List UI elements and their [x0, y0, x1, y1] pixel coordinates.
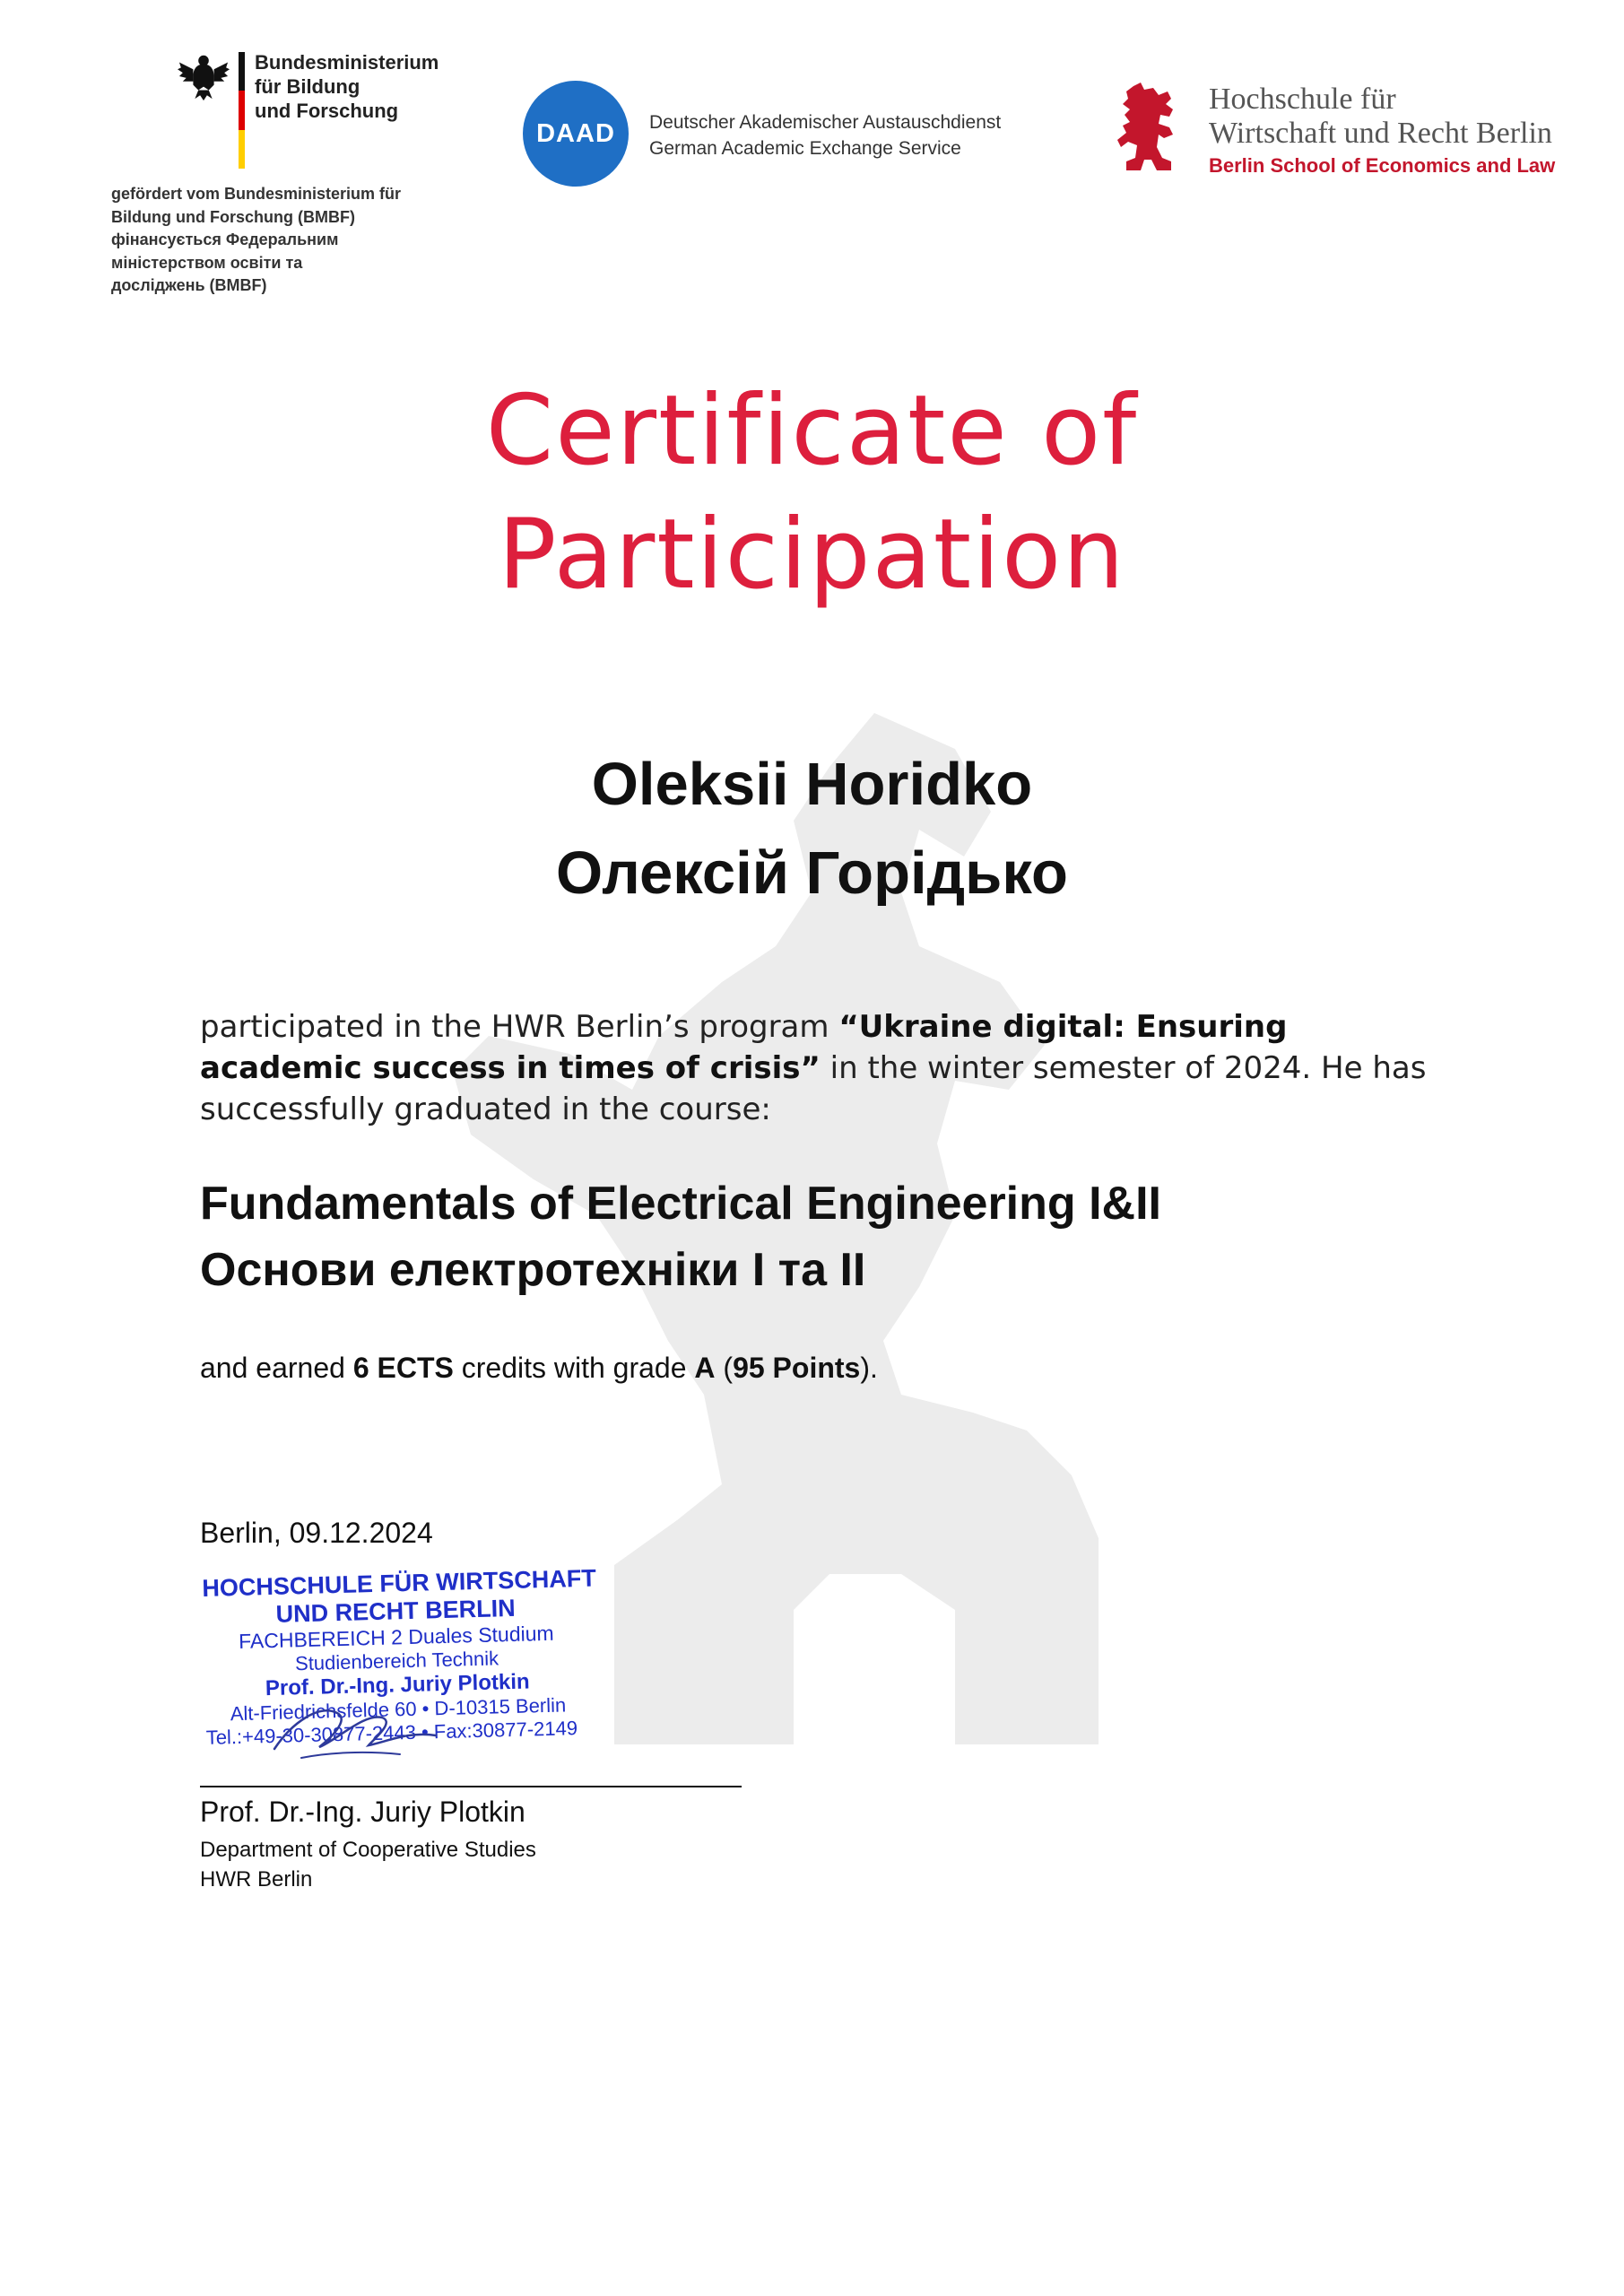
- signature-line: [200, 1786, 742, 1787]
- daad-circle-icon: DAAD: [523, 81, 629, 187]
- place-date: Berlin, 09.12.2024: [200, 1517, 433, 1549]
- course-title-en: Fundamentals of Electrical Engineering I&II: [200, 1178, 1161, 1230]
- handwritten-signature: [265, 1686, 445, 1767]
- signatory-name: Prof. Dr.-Ing. Juriy Plotkin: [200, 1796, 525, 1828]
- federal-eagle-icon: [178, 50, 230, 102]
- participation-statement: participated in the HWR Berlin’s program “Ukraine digital: Ensuring academic success in times of crisis” in the winter semester of 2024. He has successfully graduated in the course:: [200, 1009, 1427, 1127]
- course-title: [200, 1170, 1161, 1303]
- hwr-english-name: Berlin School of Economics and Law: [1209, 154, 1556, 177]
- certificate-title: Certificate of Participation: [485, 375, 1139, 611]
- credits-statement: and earned 6 ECTS credits with grade A (95 Points).: [200, 1352, 878, 1384]
- course-title-ua: Основи електротехніки І та ІІ: [200, 1244, 866, 1296]
- berlin-bear-icon: [1117, 83, 1177, 176]
- program-title: “Ukraine digital: Ensuring academic success in times of crisis”: [200, 1009, 1288, 1086]
- recipient-name-cyrillic: Олексій Горідько: [556, 839, 1068, 907]
- recipient-name-latin: Oleksii Horidko: [591, 751, 1033, 818]
- points: 95 Points: [733, 1352, 861, 1384]
- recipient-name: [0, 740, 1624, 918]
- bmbf-funding-note: gefördert vom Bundesministerium für Bildung und Forschung (BMBF) фінансується Федеральним міністерством освіти та досліджень (BMBF): [111, 185, 402, 294]
- bmbf-name: Bundesministerium für Bildung und Forschung: [255, 51, 439, 122]
- hwr-name: Hochschule für Wirtschaft und Recht Berlin: [1209, 83, 1552, 150]
- german-flag-bar: [239, 52, 245, 169]
- signatory-department: Department of Cooperative Studies: [200, 1838, 536, 1862]
- daad-name: Deutscher Akademischer Austauschdienst German Academic Exchange Service: [649, 112, 1002, 159]
- university-stamp: HOCHSCHULE FÜR WIRTSCHAFT UND RECHT BERLIN FACHBEREICH 2 Duales Studium Studienbereich Technik Prof. Dr.-Ing. Juriy Plotkin Alt-Friedrichsfelde 60 • D-10315 Berlin Tel.:+49-30-30877-2443 • Fax:30877-2149: [202, 1564, 597, 1749]
- ects-credits: 6 ECTS: [352, 1352, 454, 1384]
- signatory-organization: HWR Berlin: [200, 1867, 313, 1892]
- grade: A: [694, 1352, 716, 1384]
